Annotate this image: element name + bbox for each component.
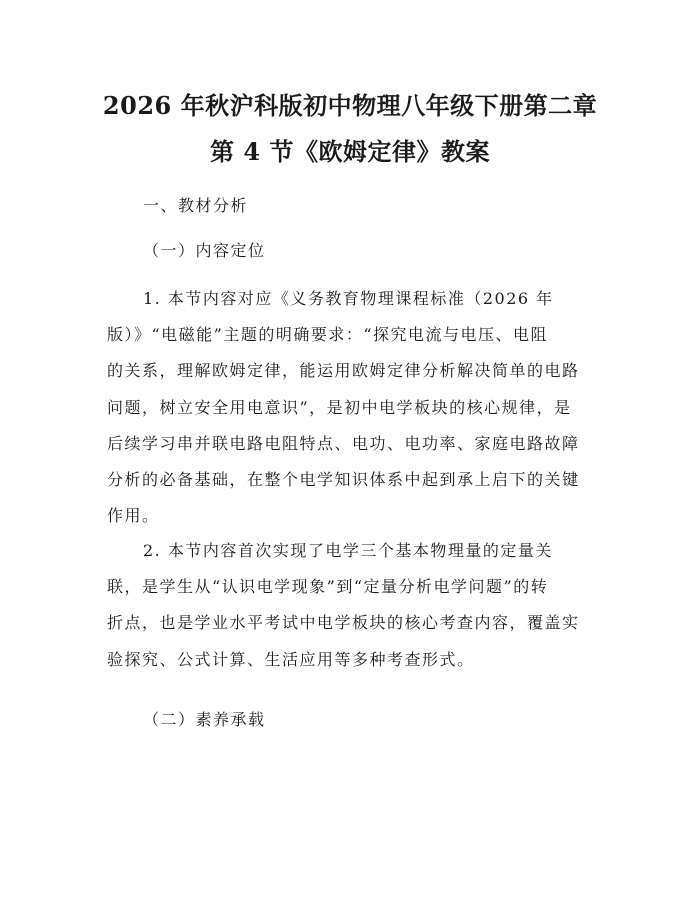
paragraph-1-line: 的关系，理解欧姆定律，能运用欧姆定律分析解决简单的电路: [107, 361, 580, 381]
paragraph-1-line: 问题，树立安全用电意识”，是初中电学板块的核心规律，是: [107, 397, 572, 417]
paragraph-2-line: 验探究、公式计算、生活应用等多种考查形式。: [107, 649, 475, 669]
paragraph-2-line: 联，是学生从“认识电学现象”到“定量分析电学问题”的转: [107, 577, 549, 597]
subsection-heading-content-positioning: （一）内容定位: [143, 241, 266, 260]
paragraph-2-line: 2. 本节内容首次实现了电学三个基本物理量的定量关: [143, 541, 553, 560]
document-title-line-2: 第 4 节《欧姆定律》教案: [210, 137, 490, 166]
paragraph-2-line: 折点，也是学业水平考试中电学板块的核心考查内容，覆盖实: [107, 613, 580, 633]
paragraph-1: [107, 281, 595, 534]
paragraph-1-line: 分析的必备基础，在整个电学知识体系中起到承上启下的关键: [107, 469, 580, 489]
paragraph-1-line: 版）》“电磁能”主题的明确要求：“探究电流与电压、电阻: [107, 325, 549, 345]
section-heading-textbook-analysis: 一、教材分析: [143, 196, 249, 215]
paragraph-1-line: 作用。: [107, 506, 160, 526]
paragraph-1-line: 后续学习串并联电路电阻特点、电功、电功率、家庭电路故障: [107, 433, 580, 453]
paragraph-1-line: 1. 本节内容对应《义务教育物理课程标准（2026 年: [143, 289, 554, 308]
paragraph-2: [107, 533, 595, 678]
subsection-heading-competency: （二）素养承载: [143, 710, 266, 729]
document-title-line-1: 2026 年秋沪科版初中物理八年级下册第二章: [102, 91, 598, 120]
